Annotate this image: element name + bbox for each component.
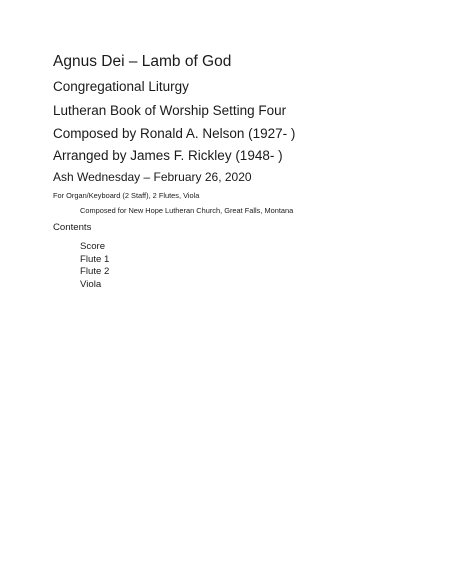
arranger-credit: Arranged by James F. Rickley (1948- ) (53, 148, 283, 163)
contents-item-flute-1: Flute 1 (80, 253, 110, 265)
contents-list (80, 241, 109, 291)
instrumentation: For Organ/Keyboard (2 Staff), 2 Flutes, Viola (53, 191, 200, 200)
contents-item-score: Score (80, 241, 106, 252)
composer-credit: Composed by Ronald A. Nelson (1927- ) (53, 126, 296, 141)
subtitle-setting: Lutheran Book of Worship Setting Four (53, 103, 287, 118)
contents-heading: Contents (53, 222, 92, 233)
dedication: Composed for New Hope Lutheran Church, Great Falls, Montana (80, 206, 294, 215)
occasion-date: Ash Wednesday – February 26, 2020 (53, 170, 252, 184)
document-title: Agnus Dei – Lamb of God (53, 53, 232, 70)
contents-item-viola: Viola (80, 278, 102, 290)
contents-item-flute-2: Flute 2 (80, 266, 110, 277)
subtitle-liturgy: Congregational Liturgy (53, 79, 189, 94)
